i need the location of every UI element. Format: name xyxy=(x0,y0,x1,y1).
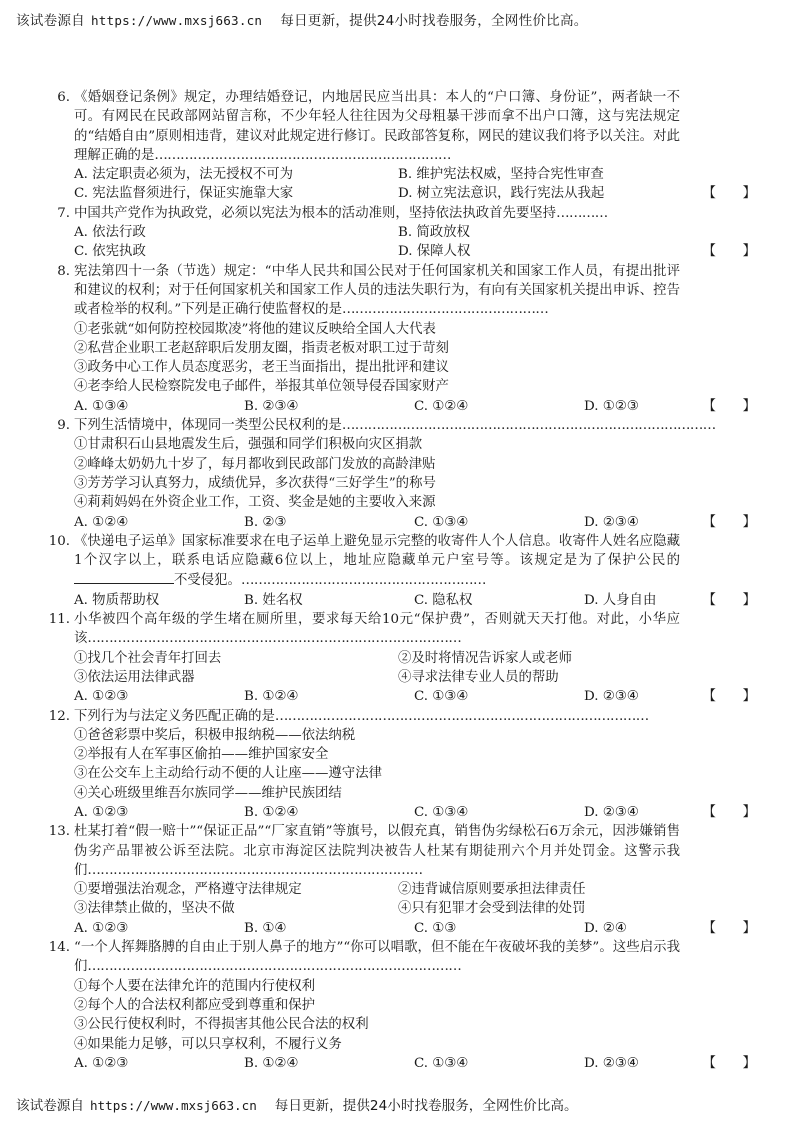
option-b: B. ②③④ xyxy=(244,398,299,414)
question-stem: 中国共产党作为执政党，必须以宪法为根本的活动准则，坚持依法执政首先要坚持………… 【 】 xyxy=(74,204,756,223)
question-number: 13. xyxy=(48,824,70,840)
option-a: A. 依法行政 xyxy=(74,225,146,241)
option-d: D. 人身自由 xyxy=(584,592,657,608)
question-9 xyxy=(40,416,756,532)
answer-bracket: 【 】 xyxy=(700,1054,756,1073)
question-stem: 下列行为与法定义务匹配正确的是…………………………………………………………………………… 【 】 xyxy=(74,707,756,726)
answer-bracket: 【 】 xyxy=(700,397,756,416)
option-d: D. ①②③ xyxy=(584,398,639,414)
header-prefix: 该试卷源自 xyxy=(16,13,85,29)
question-stem: 《快递电子运单》国家标准要求在电子运单上避免显示完整的收寄件人个人信息。收寄件人姓名应隐藏1个汉字以上，联系电话应隐藏6位以上，地址应隐藏单元户室号等。该规定是为了保护公民的不受侵犯。………………………………………………… 【 】 xyxy=(74,532,756,591)
option-d: D. 树立宪法意识，践行宪法从我起 xyxy=(398,186,605,202)
option-b: B. ①②④ xyxy=(244,1055,299,1071)
question-6 xyxy=(40,88,756,204)
question-number: 14. xyxy=(48,940,70,956)
statement-1: ①要增强法治观念，严格遵守法律规定 xyxy=(74,882,302,898)
options-row xyxy=(74,591,756,610)
option-c: C. ①③ xyxy=(414,920,457,936)
option-b: B. 姓名权 xyxy=(244,592,303,608)
answer-bracket: 【 】 xyxy=(700,591,756,610)
options-row xyxy=(74,687,756,706)
statement-3: ③依法运用法律武器 xyxy=(74,669,195,685)
page-footer xyxy=(16,1094,578,1114)
header-url: https://www.mxsj663.cn xyxy=(90,13,263,28)
option-c: C. ①②④ xyxy=(414,398,469,414)
statements-row xyxy=(74,668,756,687)
options-row xyxy=(74,513,756,532)
statement-1: ①每个人要在法律允许的范围内行使权利 xyxy=(74,978,316,994)
page-header xyxy=(16,9,588,29)
footer-url: https://www.mxsj663.cn xyxy=(89,1098,257,1113)
statement-4: ④如果能力足够，可以只享权利，不履行义务 xyxy=(74,1036,342,1052)
statements-row xyxy=(74,649,756,668)
question-number: 9. xyxy=(57,418,70,434)
header-suffix: 每日更新，提供24小时找卷服务，全网性价比高。 xyxy=(280,13,588,29)
option-c: C. ①③④ xyxy=(414,689,469,705)
option-a: A. ①②③ xyxy=(74,804,129,820)
statement-2: ②峰峰太奶奶九十岁了，每月都收到民政部门发放的高龄津贴 xyxy=(74,456,436,472)
question-12 xyxy=(40,707,756,823)
statement-2: ②违背诚信原则要承担法律责任 xyxy=(398,882,586,898)
statement-2: ②私营企业职工老赵辞职后发朋友圈，指责老板对职工过于苛刻 xyxy=(74,340,449,356)
option-d: D. ②④ xyxy=(584,920,627,936)
statement-1: ①找几个社会青年打回去 xyxy=(74,650,222,666)
options-row xyxy=(74,919,756,938)
question-stem: 《婚姻登记条例》规定，办理结婚登记，内地居民应当出具：本人的“户口簿、身份证”，两者缺一不可。有网民在民政部网站留言称，不少年轻人往往因为父母粗暴干涉而拿不出户口簿，这与宪法规定的“结婚自由”原则相违背，建议对此规定进行修订。民政部答复称，网民的建议我们将予以关注。对此理解正确的是…………………………………………………………… 【 】 xyxy=(74,88,756,165)
statement-4: ④只有犯罪才会受到法律的处罚 xyxy=(398,901,586,917)
options-row xyxy=(74,397,756,416)
option-b: B. ①④ xyxy=(244,920,287,936)
option-c: C. ①③④ xyxy=(414,804,469,820)
statement-3: ③政务中心工作人员态度恶劣，老王当面指出，提出批评和建议 xyxy=(74,360,449,376)
question-number: 6. xyxy=(57,90,70,105)
question-list xyxy=(40,88,756,1073)
option-c: C. 隐私权 xyxy=(414,592,473,608)
question-8 xyxy=(40,262,756,416)
statement-1: ①爸爸彩票中奖后，积极申报纳税——依法纳税 xyxy=(74,727,356,743)
statement-4: ④老李给人民检察院发电子邮件，举报其单位领导侵吞国家财产 xyxy=(74,379,449,395)
question-stem: 下列生活情境中，体现同一类型公民权利的是…………………………………………………………………………… 【 】 xyxy=(74,416,756,435)
question-14 xyxy=(40,938,756,1073)
option-d: D. ②③④ xyxy=(584,1055,639,1071)
statement-4: ④莉莉妈妈在外资企业工作，工资、奖金是她的主要收入来源 xyxy=(74,495,436,511)
options-row xyxy=(74,223,756,242)
question-number: 7. xyxy=(57,205,70,221)
statements-row xyxy=(74,899,756,918)
statement-4: ④寻求法律专业人员的帮助 xyxy=(398,669,559,685)
option-c: C. 宪法监督须进行，保证实施靠大家 xyxy=(74,186,294,202)
option-d: D. ②③④ xyxy=(584,804,639,820)
question-stem: 小华被四个高年级的学生堵在厕所里，要求每天给10元“保护费”，否则就天天打他。对此，小华应该…………………………………………………………………………… 【 】 xyxy=(74,610,756,649)
answer-bracket: 【 】 xyxy=(700,919,756,938)
option-a: A. 法定职责必须为，法无授权不可为 xyxy=(74,167,294,183)
question-10 xyxy=(40,532,756,610)
footer-prefix: 该试卷源自 xyxy=(16,1098,84,1114)
option-b: B. ①②④ xyxy=(244,804,299,820)
option-b: B. 简政放权 xyxy=(398,225,470,241)
question-number: 12. xyxy=(48,708,70,724)
option-a: A. ①②③ xyxy=(74,689,129,705)
question-stem: “一个人挥舞胳膊的自由止于别人鼻子的地方”“你可以唱歌，但不能在午夜破坏我的美梦”。这些启示我们…………………………………………………………………………… 【 】 xyxy=(74,938,756,977)
option-d: D. 保障人权 xyxy=(398,244,471,260)
option-c: C. ①③④ xyxy=(414,514,469,530)
question-number: 8. xyxy=(57,263,70,279)
option-d: D. ②③④ xyxy=(584,689,639,705)
options-row xyxy=(74,184,756,203)
option-a: A. 物质帮助权 xyxy=(74,592,160,608)
options-row xyxy=(74,242,756,261)
statement-1: ①甘肃积石山县地震发生后，强强和同学们积极向灾区捐款 xyxy=(74,437,423,453)
option-b: B. ①②④ xyxy=(244,689,299,705)
option-a: A. ①③④ xyxy=(74,398,129,414)
options-row xyxy=(74,165,756,184)
option-d: D. ②③④ xyxy=(584,514,639,530)
options-row xyxy=(74,803,756,822)
footer-suffix: 每日更新，提供24小时找卷服务，全网性价比高。 xyxy=(274,1098,578,1114)
option-a: A. ①②③ xyxy=(74,1055,129,1071)
question-11 xyxy=(40,610,756,706)
question-stem: 杜某打着“假一赔十”“保证正品”“厂家直销”等旗号，以假充真，销售伪劣绿松石6万余元，因涉嫌销售伪劣产品罪被公诉至法院。北京市海淀区法院判决被告人杜某有期徒刑六个月并处罚金。这警示我们…………………………………………………………………… 【 】 xyxy=(74,822,756,880)
statement-2: ②举报有人在军事区偷拍——维护国家安全 xyxy=(74,747,329,763)
options-row xyxy=(74,1054,756,1073)
question-number: 10. xyxy=(48,533,70,549)
option-b: B. 维护宪法权威，坚持合宪性审查 xyxy=(398,167,604,183)
statement-3: ③在公交车上主动给行动不便的人让座——遵守法律 xyxy=(74,766,382,782)
option-c: C. ①③④ xyxy=(414,1055,469,1071)
statements-row xyxy=(74,880,756,899)
question-number: 11. xyxy=(48,612,70,628)
question-13 xyxy=(40,822,756,938)
statement-1: ①老张就“如何防控校园欺凌”将他的建议反映给全国人大代表 xyxy=(74,321,436,337)
statement-3: ③公民行使权利时，不得损害其他公民合法的权利 xyxy=(74,1017,369,1033)
option-a: A. ①②③ xyxy=(74,920,129,936)
answer-bracket: 【 】 xyxy=(700,184,756,203)
statement-3: ③法律禁止做的，坚决不做 xyxy=(74,901,235,917)
statement-2: ②每个人的合法权利都应受到尊重和保护 xyxy=(74,997,316,1013)
question-7 xyxy=(40,204,756,262)
statement-2: ②及时将情况告诉家人或老师 xyxy=(398,650,573,666)
statement-4: ④关心班级里维吾尔族同学——维护民族团结 xyxy=(74,785,342,801)
option-b: B. ②③ xyxy=(244,514,287,530)
answer-bracket: 【 】 xyxy=(700,687,756,706)
question-stem: 宪法第四十一条（节选）规定：“中华人民共和国公民对于任何国家机关和国家工作人员，有提出批评和建议的权利；对于任何国家机关和国家工作人员的违法失职行为，有向有关国家机关提出申诉、控告或者检举的权利。”下列是正确行使监督权的是………………………………………… 【 】 xyxy=(74,262,756,320)
fill-blank xyxy=(74,570,174,584)
option-a: A. ①②④ xyxy=(74,514,129,530)
option-c: C. 依宪执政 xyxy=(74,244,146,260)
statement-3: ③芳芳学习认真努力，成绩优异，多次获得“三好学生”的称号 xyxy=(74,475,436,491)
